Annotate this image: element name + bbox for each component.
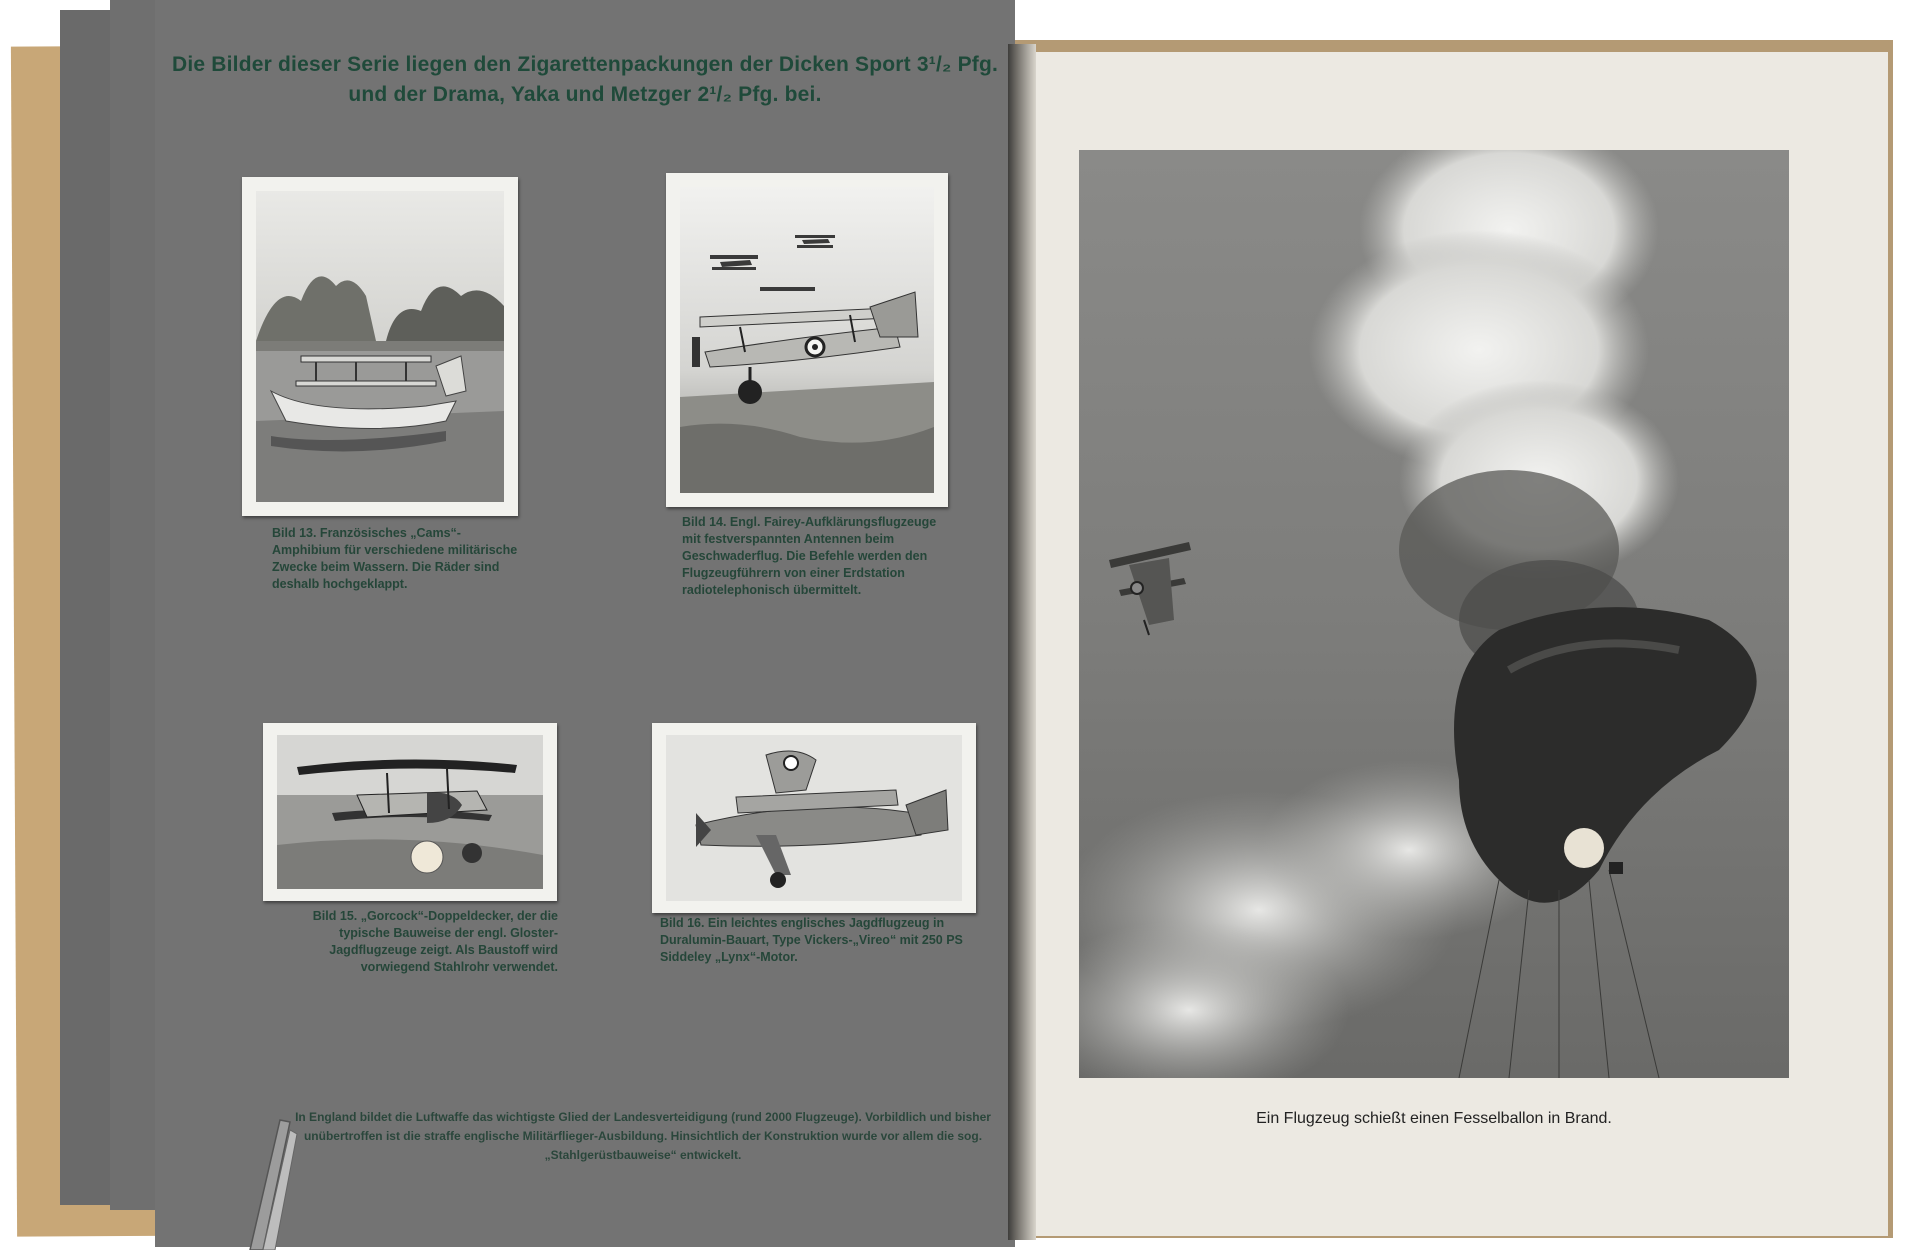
caption-bild-16: Bild 16. Ein leichtes englisches Jagdflugzeug in Duralumin-Bauart, Type Vickers-„Vireo“ mit 250 PS Siddeley „Lynx“-Motor.: [660, 916, 963, 964]
card-bild-14: [666, 173, 948, 507]
header-line-1: Die Bilder dieser Serie liegen den Zigarettenpackungen der Dicken Sport 3¹/₂ Pfg.: [171, 53, 999, 76]
photo-amphibian: [256, 191, 504, 502]
page-footnote: In England bildet die Luftwaffe das wichtigste Glied der Landesverteidigung (rund 2000 Flugzeuge). Vorbildlich und bisher unübertroffen ist die straffe englische Militärflieger-Ausbildung. Hinsichtlich der Konstruktion wurde vor allem die sog. „Stahlgerüstbauweise“ entwickelt.: [295, 1110, 991, 1162]
card-bild-16: [652, 723, 976, 913]
plate-caption: Ein Flugzeug schießt einen Fesselballon in Brand.: [1256, 1110, 1612, 1127]
photo-vickers-vireo: [666, 735, 962, 901]
photo-gorcock-biplane: [277, 735, 543, 889]
caption-bild-14: Bild 14. Engl. Fairey-Aufklärungsflugzeuge mit festverspannten Antennen beim Geschwaderflug. Die Befehle werden den Flugzeugführern von einer Erdstation radiotelephonisch übermittelt.: [682, 515, 937, 597]
caption-bild-13: Bild 13. Französisches „Cams“-Amphibium für verschiedene militärische Zwecke beim Wassern. Die Räder sind deshalb hochgeklappt.: [272, 526, 518, 591]
page-header: [160, 50, 1010, 110]
card-bild-13: [242, 177, 518, 516]
photo-fairey-formation: [680, 187, 934, 493]
plate-burning-balloon: [1079, 150, 1789, 1078]
book-gutter: [1008, 44, 1036, 1240]
card-bild-15: [263, 723, 557, 901]
header-line-2: und der Drama, Yaka und Metzger 2¹/₂ Pfg. bei.: [348, 83, 822, 106]
caption-bild-15: Bild 15. „Gorcock“-Doppeldecker, der die typische Bauweise der engl. Gloster-Jagdflugzeuge zeigt. Als Baustoff wird vorwiegend Stahlrohr verwendet.: [312, 909, 558, 974]
pliers-tool: [235, 1110, 305, 1250]
